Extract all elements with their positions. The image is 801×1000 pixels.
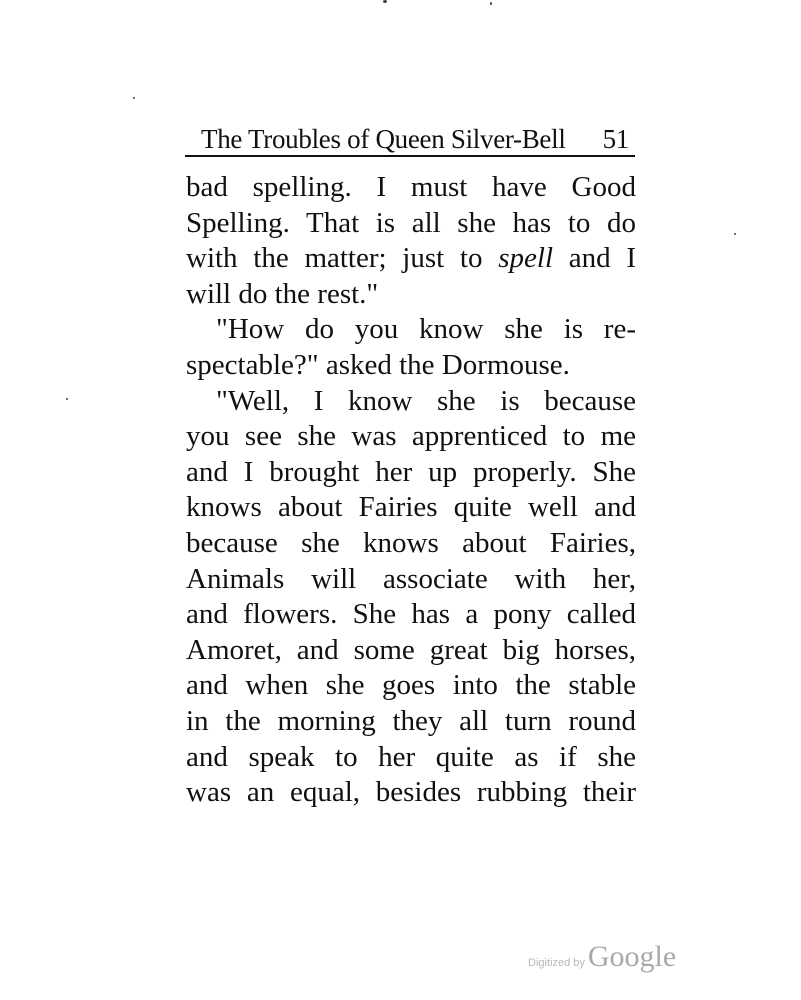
text-line: and when she goes into the stable <box>186 669 636 702</box>
text-line: "Well, I know she is because <box>216 384 636 417</box>
scan-speck <box>133 97 135 99</box>
text-run: and I <box>553 242 637 275</box>
text-line: and speak to her quite as if she <box>186 740 636 773</box>
scan-speck <box>490 2 492 5</box>
text-line: you see she was apprenticed to me <box>186 420 636 453</box>
text-line: Spelling. That is all she has to do <box>186 206 636 239</box>
paragraph-3 <box>186 384 636 811</box>
running-head-title: The Troubles of Queen Silver-Bell <box>201 124 566 154</box>
italic-word: spell <box>498 242 554 275</box>
text-line <box>186 241 636 277</box>
text-line: Amoret, and some great big horses, <box>186 633 636 666</box>
text-line: knows about Fairies quite well and <box>186 491 636 524</box>
text-line: "How do you know she is re- <box>216 313 636 346</box>
text-line: and I brought her up properly. She <box>186 455 636 488</box>
digitized-by-google-watermark <box>528 940 708 980</box>
text-line: because she knows about Fairies, <box>186 526 636 559</box>
text-line: will do the rest." <box>186 277 379 310</box>
paragraph-2 <box>186 312 636 383</box>
text-line: spectable?" asked the Dormouse. <box>186 348 570 381</box>
text-line: bad spelling. I must have Good <box>186 171 636 203</box>
text-line: Animals will associate with her, <box>186 562 636 595</box>
scan-speck <box>66 398 68 400</box>
running-head <box>185 119 635 157</box>
watermark-prefix: Digitized by <box>528 957 585 969</box>
text-line: was an equal, besides rubbing their <box>186 776 636 809</box>
text-run: with the matter; just to <box>186 242 499 275</box>
text-line: and flowers. She has a pony called <box>186 598 636 631</box>
scan-speck <box>734 233 736 235</box>
google-logo: Google <box>587 940 677 973</box>
page-number: 51 <box>602 124 629 154</box>
paragraph-1 <box>186 170 636 312</box>
body-text <box>186 170 636 811</box>
text-line: in the morning they all turn round <box>186 704 636 737</box>
scan-speck <box>383 0 387 3</box>
